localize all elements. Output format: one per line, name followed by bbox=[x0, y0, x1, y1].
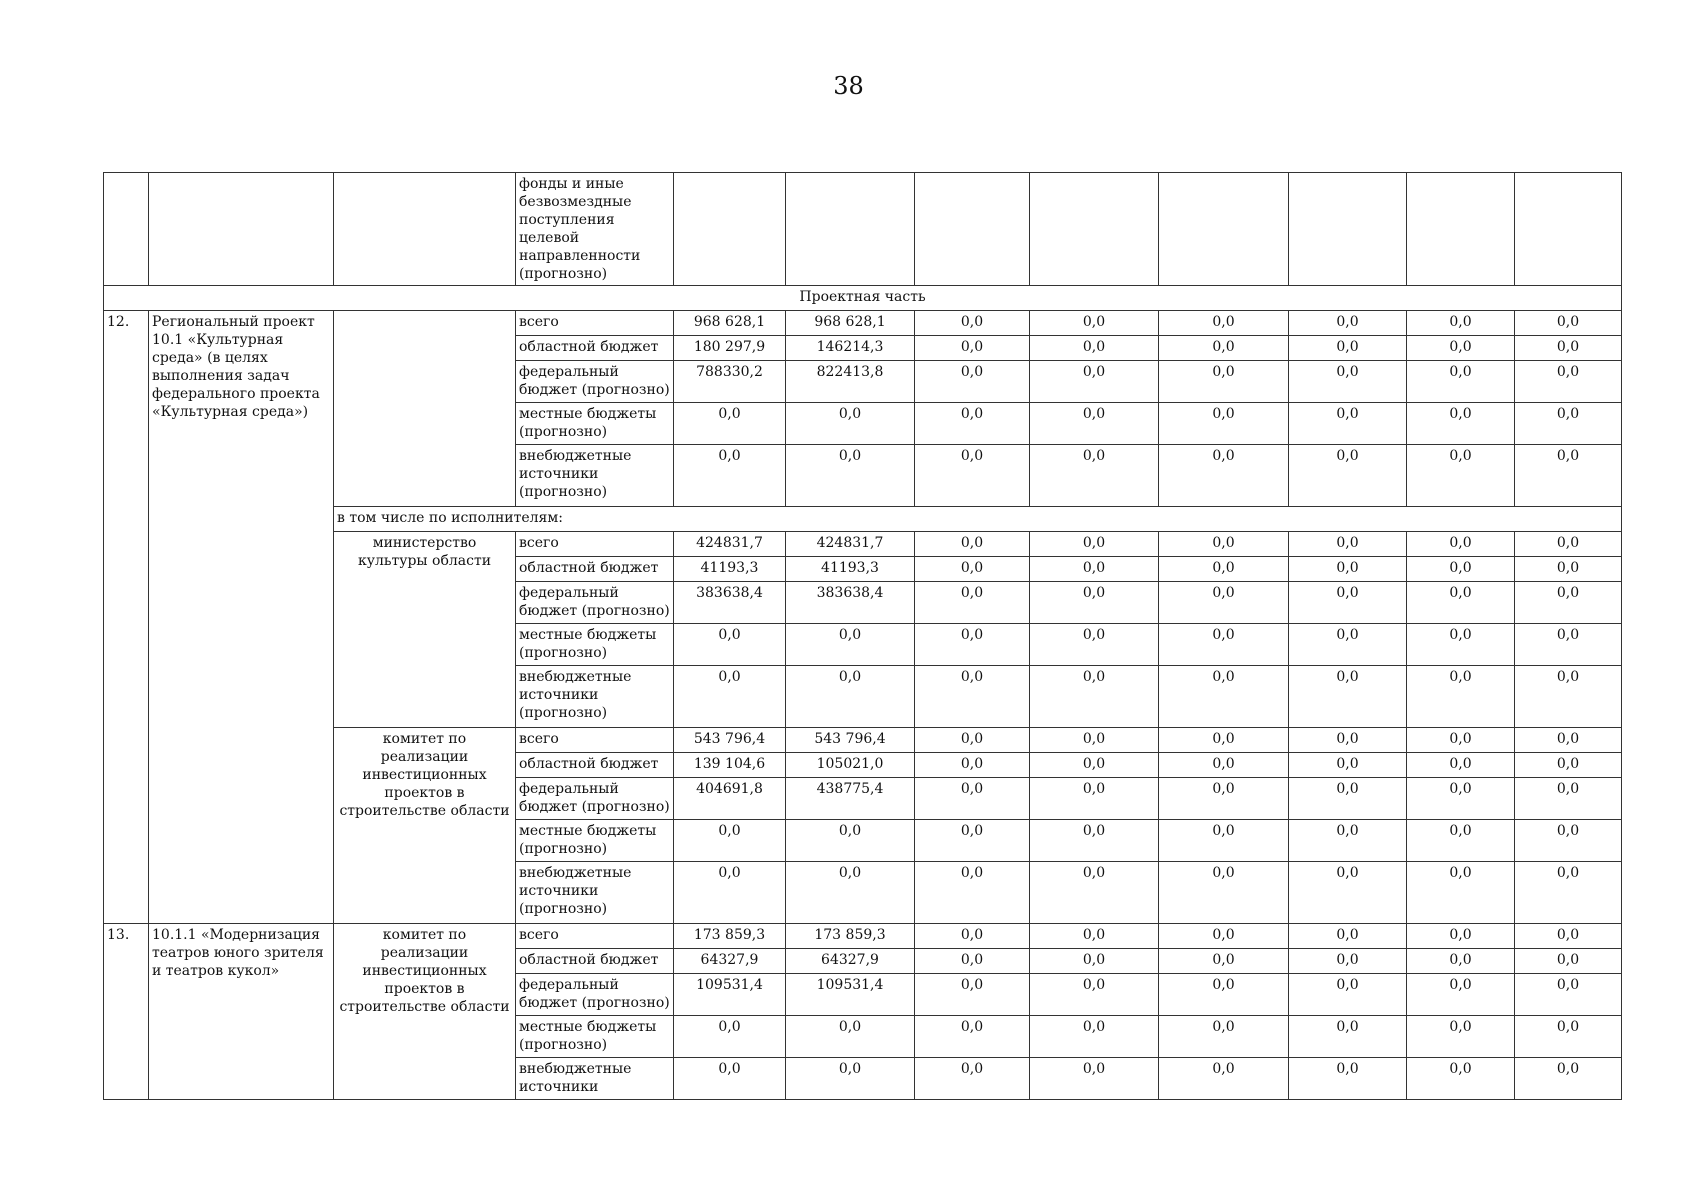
value-cell: 0,0 bbox=[674, 862, 786, 924]
value-cell: 0,0 bbox=[786, 403, 915, 445]
value-cell: 0,0 bbox=[1515, 361, 1622, 403]
value-cell: 146214,3 bbox=[786, 336, 915, 361]
section-header-row bbox=[104, 286, 1622, 311]
value-cell: 64327,9 bbox=[786, 949, 915, 974]
value-cell: 0,0 bbox=[786, 624, 915, 666]
executor-cell bbox=[334, 311, 516, 507]
section-title: Проектная часть bbox=[104, 286, 1622, 311]
value-cell: 0,0 bbox=[1030, 820, 1159, 862]
value-cell: 0,0 bbox=[1289, 624, 1407, 666]
value-cell: 0,0 bbox=[1407, 666, 1515, 728]
value-cell: 0,0 bbox=[1515, 557, 1622, 582]
value-cell: 0,0 bbox=[786, 862, 915, 924]
value-cell: 0,0 bbox=[915, 862, 1030, 924]
value-cell: 0,0 bbox=[1407, 728, 1515, 753]
value-cell: 0,0 bbox=[674, 624, 786, 666]
source-cell: местные бюджеты (прогнозно) bbox=[516, 1016, 674, 1058]
value-cell: 0,0 bbox=[1159, 753, 1289, 778]
value-cell: 0,0 bbox=[1407, 311, 1515, 336]
index-cell bbox=[104, 173, 149, 286]
source-cell: всего bbox=[516, 924, 674, 949]
value-cell: 64327,9 bbox=[674, 949, 786, 974]
source-cell: внебюджетные источники bbox=[516, 1058, 674, 1100]
value-cell: 0,0 bbox=[1030, 753, 1159, 778]
value-cell: 0,0 bbox=[1515, 778, 1622, 820]
table-row bbox=[104, 311, 1622, 336]
value-cell: 0,0 bbox=[1030, 532, 1159, 557]
value-cell: 0,0 bbox=[1515, 862, 1622, 924]
source-cell: областной бюджет bbox=[516, 753, 674, 778]
value-cell: 0,0 bbox=[1407, 820, 1515, 862]
value-cell: 173 859,3 bbox=[786, 924, 915, 949]
source-cell: федеральный бюджет (прогнозно) bbox=[516, 778, 674, 820]
source-cell: внебюджетные источники (прогнозно) bbox=[516, 862, 674, 924]
value-cell: 0,0 bbox=[1159, 820, 1289, 862]
value-cell: 109531,4 bbox=[674, 974, 786, 1016]
value-cell: 0,0 bbox=[1159, 624, 1289, 666]
value-cell: 0,0 bbox=[1407, 862, 1515, 924]
value-cell: 424831,7 bbox=[674, 532, 786, 557]
executor-name: комитет по реализации инвестиционных проектов в строительстве области bbox=[334, 728, 516, 924]
value-cell: 0,0 bbox=[915, 1058, 1030, 1100]
value-cell: 968 628,1 bbox=[786, 311, 915, 336]
value-cell: 0,0 bbox=[915, 582, 1030, 624]
value-cell: 0,0 bbox=[1030, 728, 1159, 753]
value-cell: 0,0 bbox=[674, 445, 786, 507]
value-cell: 0,0 bbox=[786, 820, 915, 862]
value-cell: 788330,2 bbox=[674, 361, 786, 403]
value-cell: 0,0 bbox=[1289, 778, 1407, 820]
value-cell: 0,0 bbox=[1030, 1016, 1159, 1058]
value-cell: 0,0 bbox=[1407, 974, 1515, 1016]
value-cell: 543 796,4 bbox=[674, 728, 786, 753]
value-cell: 0,0 bbox=[786, 666, 915, 728]
source-cell: федеральный бюджет (прогнозно) bbox=[516, 582, 674, 624]
value-cell: 0,0 bbox=[915, 924, 1030, 949]
value-cell: 0,0 bbox=[1030, 949, 1159, 974]
value-cell: 0,0 bbox=[1407, 557, 1515, 582]
value-cell bbox=[915, 173, 1030, 286]
executor-name: комитет по реализации инвестиционных проектов в строительстве области bbox=[334, 924, 516, 1100]
source-cell: областной бюджет bbox=[516, 336, 674, 361]
value-cell: 0,0 bbox=[1289, 582, 1407, 624]
table-row-top-fragment bbox=[104, 173, 1622, 286]
value-cell: 109531,4 bbox=[786, 974, 915, 1016]
value-cell bbox=[786, 173, 915, 286]
value-cell: 424831,7 bbox=[786, 532, 915, 557]
value-cell: 383638,4 bbox=[674, 582, 786, 624]
source-cell: всего bbox=[516, 728, 674, 753]
value-cell: 0,0 bbox=[1159, 728, 1289, 753]
value-cell: 0,0 bbox=[915, 336, 1030, 361]
value-cell: 0,0 bbox=[674, 403, 786, 445]
value-cell: 0,0 bbox=[1407, 1016, 1515, 1058]
value-cell: 0,0 bbox=[915, 403, 1030, 445]
value-cell: 0,0 bbox=[1159, 311, 1289, 336]
value-cell: 0,0 bbox=[1515, 820, 1622, 862]
value-cell: 0,0 bbox=[915, 820, 1030, 862]
budget-table bbox=[103, 172, 1622, 1100]
value-cell: 438775,4 bbox=[786, 778, 915, 820]
value-cell bbox=[1030, 173, 1159, 286]
value-cell: 0,0 bbox=[1030, 336, 1159, 361]
source-cell: местные бюджеты (прогнозно) bbox=[516, 403, 674, 445]
value-cell: 0,0 bbox=[915, 974, 1030, 1016]
value-cell: 0,0 bbox=[1289, 311, 1407, 336]
value-cell bbox=[1515, 173, 1622, 286]
value-cell: 0,0 bbox=[1407, 403, 1515, 445]
value-cell: 0,0 bbox=[1159, 557, 1289, 582]
value-cell: 0,0 bbox=[915, 361, 1030, 403]
value-cell: 0,0 bbox=[1289, 666, 1407, 728]
value-cell: 0,0 bbox=[1289, 403, 1407, 445]
value-cell: 0,0 bbox=[786, 445, 915, 507]
value-cell: 0,0 bbox=[1159, 582, 1289, 624]
value-cell: 0,0 bbox=[1407, 924, 1515, 949]
value-cell: 404691,8 bbox=[674, 778, 786, 820]
value-cell: 0,0 bbox=[1289, 924, 1407, 949]
value-cell: 0,0 bbox=[1030, 582, 1159, 624]
value-cell: 0,0 bbox=[1030, 311, 1159, 336]
value-cell: 41193,3 bbox=[786, 557, 915, 582]
value-cell: 0,0 bbox=[1159, 336, 1289, 361]
value-cell: 0,0 bbox=[1515, 924, 1622, 949]
value-cell: 0,0 bbox=[1515, 311, 1622, 336]
value-cell: 0,0 bbox=[1289, 445, 1407, 507]
value-cell: 0,0 bbox=[1515, 974, 1622, 1016]
value-cell: 0,0 bbox=[674, 666, 786, 728]
value-cell: 0,0 bbox=[1407, 778, 1515, 820]
value-cell: 0,0 bbox=[1407, 582, 1515, 624]
value-cell: 0,0 bbox=[1515, 336, 1622, 361]
value-cell: 0,0 bbox=[915, 1016, 1030, 1058]
source-cell: местные бюджеты (прогнозно) bbox=[516, 624, 674, 666]
value-cell: 0,0 bbox=[1159, 949, 1289, 974]
value-cell: 0,0 bbox=[1030, 974, 1159, 1016]
value-cell: 0,0 bbox=[1159, 361, 1289, 403]
value-cell: 0,0 bbox=[1289, 557, 1407, 582]
value-cell: 0,0 bbox=[1289, 820, 1407, 862]
value-cell: 0,0 bbox=[1289, 728, 1407, 753]
value-cell: 0,0 bbox=[1515, 445, 1622, 507]
executor-name: министерство культуры области bbox=[334, 532, 516, 728]
value-cell: 822413,8 bbox=[786, 361, 915, 403]
value-cell: 0,0 bbox=[1515, 728, 1622, 753]
value-cell: 0,0 bbox=[1289, 974, 1407, 1016]
value-cell: 0,0 bbox=[1030, 924, 1159, 949]
value-cell: 0,0 bbox=[1515, 403, 1622, 445]
value-cell: 383638,4 bbox=[786, 582, 915, 624]
value-cell: 543 796,4 bbox=[786, 728, 915, 753]
value-cell: 0,0 bbox=[674, 820, 786, 862]
value-cell: 0,0 bbox=[1407, 624, 1515, 666]
page-number: 38 bbox=[833, 72, 864, 100]
value-cell: 0,0 bbox=[1030, 862, 1159, 924]
value-cell: 968 628,1 bbox=[674, 311, 786, 336]
value-cell: 0,0 bbox=[1515, 949, 1622, 974]
value-cell: 0,0 bbox=[1289, 862, 1407, 924]
value-cell: 0,0 bbox=[1159, 924, 1289, 949]
value-cell: 0,0 bbox=[674, 1016, 786, 1058]
value-cell: 0,0 bbox=[1159, 862, 1289, 924]
value-cell bbox=[1159, 173, 1289, 286]
name-cell bbox=[149, 173, 334, 286]
value-cell: 0,0 bbox=[1407, 532, 1515, 557]
source-cell: всего bbox=[516, 532, 674, 557]
value-cell: 0,0 bbox=[915, 532, 1030, 557]
value-cell: 0,0 bbox=[1515, 1058, 1622, 1100]
value-cell: 105021,0 bbox=[786, 753, 915, 778]
value-cell: 0,0 bbox=[1159, 445, 1289, 507]
value-cell: 0,0 bbox=[1030, 624, 1159, 666]
value-cell: 0,0 bbox=[1159, 974, 1289, 1016]
value-cell: 41193,3 bbox=[674, 557, 786, 582]
source-cell: федеральный бюджет (прогнозно) bbox=[516, 974, 674, 1016]
value-cell: 0,0 bbox=[915, 666, 1030, 728]
value-cell: 0,0 bbox=[1030, 403, 1159, 445]
value-cell: 0,0 bbox=[674, 1058, 786, 1100]
value-cell: 0,0 bbox=[1289, 753, 1407, 778]
value-cell: 0,0 bbox=[915, 445, 1030, 507]
value-cell: 180 297,9 bbox=[674, 336, 786, 361]
value-cell: 0,0 bbox=[786, 1016, 915, 1058]
source-cell: федеральный бюджет (прогнозно) bbox=[516, 361, 674, 403]
value-cell: 0,0 bbox=[1030, 666, 1159, 728]
value-cell bbox=[674, 173, 786, 286]
value-cell: 0,0 bbox=[1159, 532, 1289, 557]
value-cell: 0,0 bbox=[1159, 666, 1289, 728]
value-cell: 0,0 bbox=[1515, 582, 1622, 624]
value-cell bbox=[1407, 173, 1515, 286]
source-cell: фонды и иные безвозмездные поступления целевой направленности (прогнозно) bbox=[516, 173, 674, 286]
value-cell: 0,0 bbox=[915, 557, 1030, 582]
value-cell: 0,0 bbox=[1515, 532, 1622, 557]
item-name: 10.1.1 «Модернизация театров юного зрителя и театров кукол» bbox=[149, 924, 334, 1100]
value-cell: 0,0 bbox=[1289, 1058, 1407, 1100]
value-cell: 0,0 bbox=[1159, 778, 1289, 820]
source-cell: областной бюджет bbox=[516, 949, 674, 974]
value-cell: 0,0 bbox=[1030, 445, 1159, 507]
value-cell: 0,0 bbox=[915, 753, 1030, 778]
source-cell: областной бюджет bbox=[516, 557, 674, 582]
value-cell: 0,0 bbox=[1407, 1058, 1515, 1100]
value-cell: 0,0 bbox=[1407, 445, 1515, 507]
value-cell: 0,0 bbox=[1159, 403, 1289, 445]
value-cell: 0,0 bbox=[1030, 361, 1159, 403]
item-index: 12. bbox=[104, 311, 149, 924]
source-cell: внебюджетные источники (прогнозно) bbox=[516, 666, 674, 728]
value-cell: 0,0 bbox=[1030, 557, 1159, 582]
value-cell: 0,0 bbox=[1515, 666, 1622, 728]
source-cell: местные бюджеты (прогнозно) bbox=[516, 820, 674, 862]
source-cell: всего bbox=[516, 311, 674, 336]
value-cell: 139 104,6 bbox=[674, 753, 786, 778]
value-cell: 0,0 bbox=[1407, 753, 1515, 778]
value-cell: 173 859,3 bbox=[674, 924, 786, 949]
value-cell: 0,0 bbox=[1515, 624, 1622, 666]
value-cell: 0,0 bbox=[915, 728, 1030, 753]
value-cell: 0,0 bbox=[1515, 1016, 1622, 1058]
value-cell: 0,0 bbox=[915, 949, 1030, 974]
value-cell: 0,0 bbox=[1515, 753, 1622, 778]
value-cell: 0,0 bbox=[1030, 1058, 1159, 1100]
subheader-label: в том числе по исполнителям: bbox=[334, 507, 1622, 532]
value-cell: 0,0 bbox=[1407, 949, 1515, 974]
value-cell: 0,0 bbox=[1289, 1016, 1407, 1058]
table-row bbox=[104, 924, 1622, 949]
value-cell: 0,0 bbox=[1407, 361, 1515, 403]
item-name: Региональный проект 10.1 «Культурная среда» (в целях выполнения задач федерального проекта «Культурная среда») bbox=[149, 311, 334, 924]
value-cell: 0,0 bbox=[1030, 778, 1159, 820]
value-cell: 0,0 bbox=[786, 1058, 915, 1100]
value-cell: 0,0 bbox=[1289, 361, 1407, 403]
value-cell: 0,0 bbox=[1289, 532, 1407, 557]
value-cell: 0,0 bbox=[1289, 949, 1407, 974]
item-index: 13. bbox=[104, 924, 149, 1100]
value-cell: 0,0 bbox=[1159, 1058, 1289, 1100]
value-cell: 0,0 bbox=[1407, 336, 1515, 361]
value-cell: 0,0 bbox=[1159, 1016, 1289, 1058]
value-cell: 0,0 bbox=[915, 311, 1030, 336]
source-cell: внебюджетные источники (прогнозно) bbox=[516, 445, 674, 507]
value-cell: 0,0 bbox=[915, 624, 1030, 666]
value-cell: 0,0 bbox=[915, 778, 1030, 820]
value-cell bbox=[1289, 173, 1407, 286]
value-cell: 0,0 bbox=[1289, 336, 1407, 361]
executor-cell bbox=[334, 173, 516, 286]
